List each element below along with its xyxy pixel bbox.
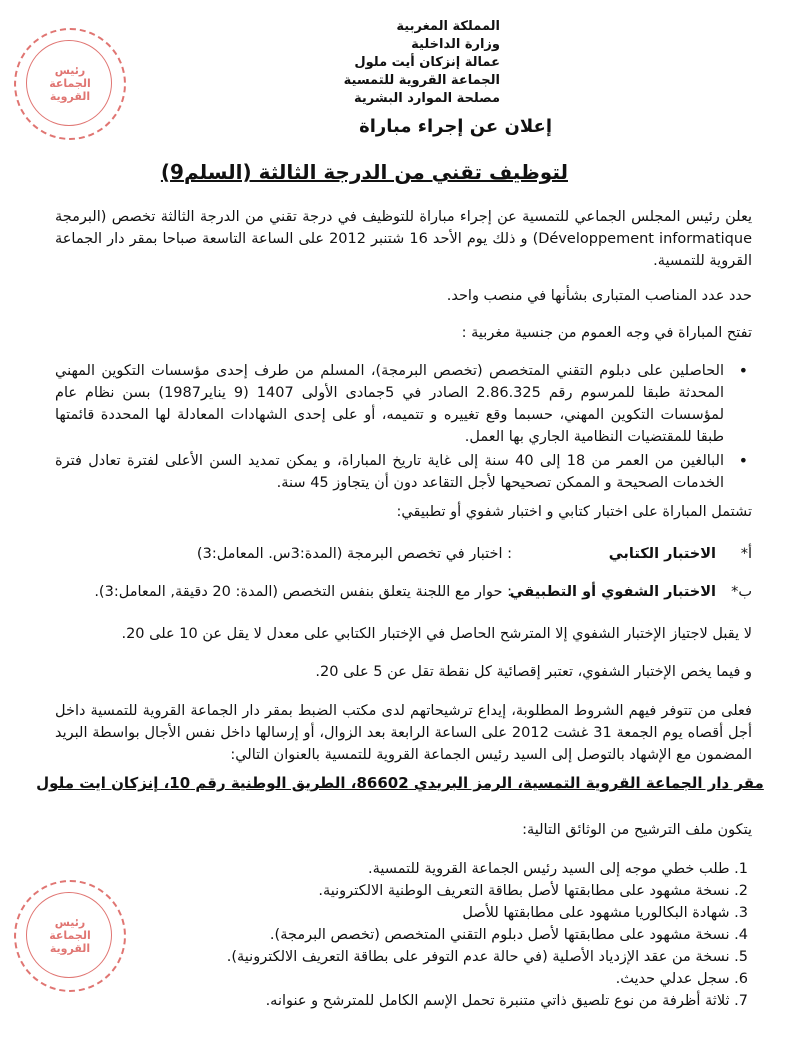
list-item: 5. نسخة من عقد الإزدياد الأصلية (في حالة عدم التوفر على بطاقة التعريف الالكترونية). — [226, 949, 748, 965]
test-written — [55, 546, 752, 570]
oral-admission-condition: لا يقبل لاجتياز الإختبار الشفوي إلا المترشح الحاصل في الإختبار الكتابي على معدل لا يقل عن 10 على 20. — [121, 626, 752, 642]
header-department: مصلحة الموارد البشرية — [353, 91, 500, 106]
test-written-desc: : اختبار في تخصص البرمجة (المدة:3س. المعامل:3) — [196, 546, 512, 562]
list-item: 1. طلب خطي موجه إلى السيد رئيس الجماعة القروية للتمسية. — [368, 861, 748, 877]
header-commune: الجماعة القروية للتمسية — [343, 73, 500, 88]
list-item: 4. نسخة مشهود على مطابقتها لأصل دبلوم التقني المتخصص (تخصص البرمجة). — [269, 927, 748, 943]
test-oral — [55, 584, 752, 608]
positions-count: حدد عدد المناصب المتبارى بشأنها في منصب واحد. — [446, 288, 752, 304]
docs-intro: يتكون ملف الترشيح من الوثائق التالية: — [522, 822, 752, 838]
eligibility-item-diploma: • الحاصلين على دبلوم التقني المتخصص (تخصص البرمجة)، المسلم من طرف إحدى مؤسسات التكوين المهني المحدثة طبقا للمرسوم رقم 2.86.325 الصادر في 5جمادى الأولى 1407 (9 يناير1987) بسن نظام عام لمؤسسات التكوين المهني، حسبما وقع تغييره و تتميمه، أو على إحدى الشهادات المعادلة لها المحددة قائمتها طبقا للمقتضيات النظامية الجاري بها العمل. — [55, 361, 748, 445]
page-subtitle: لتوظيف تقني من الدرجة الثالثة (السلم9) — [160, 160, 568, 184]
eligibility-intro: تفتح المباراة في وجه العموم من جنسية مغربية : — [461, 325, 752, 341]
exam-intro: تشتمل المباراة على اختبار كتابي و اختبار شفوي أو تطبيقي: — [396, 504, 752, 520]
official-stamp-bottom: رئيس الجماعة القروية — [14, 880, 126, 992]
test-oral-name: الاختبار الشفوي أو التطبيقي — [509, 584, 716, 600]
test-written-name: الاختبار الكتابي — [608, 546, 716, 562]
required-documents-list — [227, 858, 748, 1012]
header-ministry: وزارة الداخلية — [411, 37, 500, 52]
intro-paragraph: يعلن رئيس المجلس الجماعي للتمسية عن إجراء مباراة للتوظيف في درجة تقني من الدرجة الثالثة تخصص (البرمجة Développement informatique) و ذلك يوم الأحد 16 شتنبر 2012 على الساعة التاسعة صباحا بمقر دار الجماعة القروية للتمسية. — [55, 209, 752, 269]
official-stamp-top: رئيس الجماعة القروية — [14, 28, 126, 140]
test-written-mark: أ* — [740, 546, 752, 562]
list-item: 3. شهادة البكالوريا مشهود على مطابقتها للأصل — [462, 905, 748, 921]
header-kingdom: المملكة المغربية — [396, 19, 500, 34]
header-block — [280, 18, 500, 108]
list-item: 2. نسخة مشهود على مطابقتها لأصل بطاقة التعريف الوطنية الالكترونية. — [318, 883, 748, 899]
application-deposit: فعلى من تتوفر فيهم الشروط المطلوبة، إيداع ترشيحاتهم لدى مكتب الضبط بمقر دار الجماعة القروية للتمسية داخل أجل أقصاه يوم الجمعة 31 غشت 2012 على الساعة الرابعة بعد الزوال، أو إرسالها داخل نفس الأجال بواسطة البريد المضمون مع الإشهاد بالتوصل إلى السيد رئيس الجماعة القروية للتمسية بالعنوان التالي: — [55, 703, 753, 763]
list-item: 7. ثلاثة أظرفة من نوع تلصيق ذاتي متنبرة تحمل الإسم الكامل للمترشح و عنوانه. — [265, 993, 748, 1009]
office-address: مقر دار الجماعة القروية التمسية، الرمز البريدي 86602، الطريق الوطنية رقم 10، إنزكان ايت ملول — [36, 774, 764, 792]
elimination-rule: و فيما يخص الإختبار الشفوي، تعتبر إقصائية كل نقطة تقل عن 5 على 20. — [315, 664, 752, 680]
eligibility-item-age: • البالغين من العمر من 18 إلى 40 سنة إلى غاية تاريخ المباراة، و يمكن تمديد السن الأعلى لفترة تعادل فترة الخدمات الصحيحة و الممكن تصحيحها لأجل التقاعد دون أن يتجاوز 45 سنة. — [55, 451, 748, 491]
list-item: 6. سجل عدلي حديث. — [615, 971, 748, 987]
test-oral-desc: : حوار مع اللجنة يتعلق بنفس التخصص (المدة: 20 دقيقة, المعامل:3). — [94, 584, 512, 600]
test-oral-mark: ب* — [731, 584, 752, 600]
eligibility-list — [55, 360, 752, 496]
announcement-title: إعلان عن إجراء مباراة — [359, 116, 552, 137]
header-prefecture: عمالة إنزكان أيت ملول — [354, 55, 500, 70]
